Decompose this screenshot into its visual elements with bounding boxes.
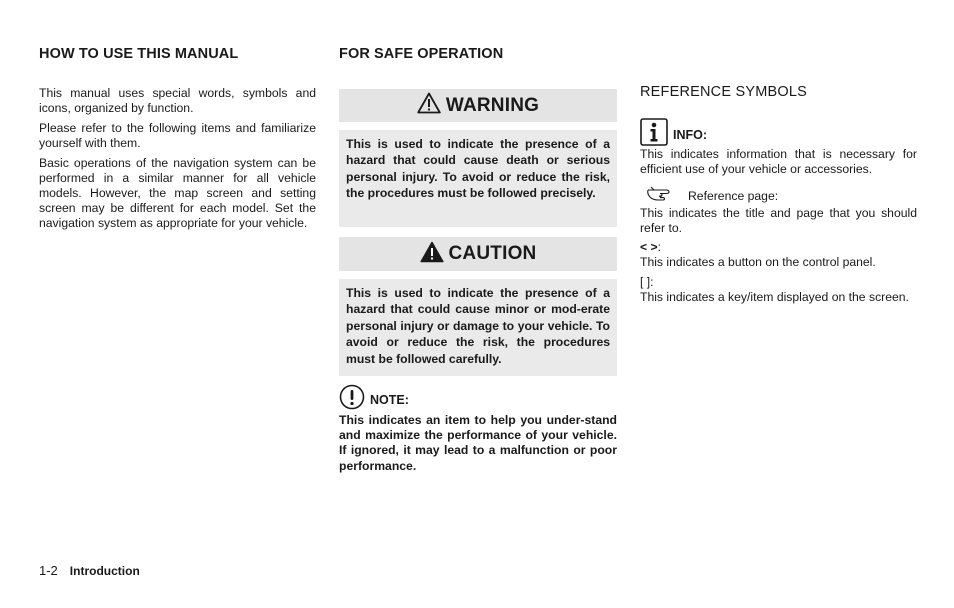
how-to-use-paragraphs <box>39 86 316 236</box>
key-symbol: [ ]: <box>640 275 654 289</box>
button-symbol-colon: : <box>657 240 662 254</box>
reference-label: Reference page: <box>688 188 779 203</box>
page-footer <box>39 563 140 578</box>
safe-operation-heading: FOR SAFE OPERATION <box>339 46 504 62</box>
intro-paragraph-2: Please refer to the following items and familiarize yourself with them. <box>39 121 316 150</box>
caution-header <box>339 237 617 271</box>
note-text: This indicates an item to help you under-stand and maximize the performance of your vehicle. If ignored, it may lead to a malfunction or poor performance. <box>339 413 617 473</box>
note-row <box>339 384 409 415</box>
reference-text: This indicates the title and page that you should refer to. <box>640 206 917 235</box>
note-label: NOTE: <box>370 392 409 407</box>
warning-text: This is used to indicate the presence of a hazard that could cause death or serious personal injury. To avoid or reduce the risk, the procedures must be followed precisely. <box>346 137 610 201</box>
warning-header <box>339 89 617 122</box>
warning-box <box>339 130 617 227</box>
button-symbol-text: This indicates a button on the control panel. <box>640 255 876 269</box>
warning-triangle-outline-icon <box>417 92 441 119</box>
caution-text: This is used to indicate the presence of a hazard that could cause minor or mod-erate personal injury or damage to your vehicle. To avoid or reduce the risk, the procedures must be followed carefully. <box>346 286 610 366</box>
pointing-hand-icon <box>646 184 676 207</box>
how-to-use-heading: HOW TO USE THIS MANUAL <box>39 46 239 62</box>
reference-symbols-heading: REFERENCE SYMBOLS <box>640 84 807 100</box>
intro-paragraph-3: Basic operations of the navigation system can be performed in a similar manner for all vehicle models. However, the map screen and setting screen may be different for each model. Set the navigation system as appropriate for your vehicle. <box>39 156 316 230</box>
chapter-name: Introduction <box>69 564 140 578</box>
button-symbol-line <box>640 240 917 255</box>
caution-box <box>339 279 617 376</box>
warning-title: WARNING <box>445 94 540 116</box>
page-number: 1-2 <box>39 563 58 578</box>
intro-paragraph-1: This manual uses special words, symbols and icons, organized by function. <box>39 86 316 115</box>
warning-triangle-filled-icon <box>420 241 444 268</box>
caution-title: CAUTION <box>448 243 537 264</box>
exclamation-circle-icon <box>339 384 365 415</box>
button-symbol: < > <box>640 240 658 254</box>
info-label: INFO: <box>673 127 708 142</box>
reference-row <box>646 184 778 207</box>
info-text: This indicates information that is necessary for efficient use of your vehicle or accessories. <box>640 147 917 176</box>
key-symbol-text: This indicates a key/item displayed on the screen. <box>640 290 909 304</box>
